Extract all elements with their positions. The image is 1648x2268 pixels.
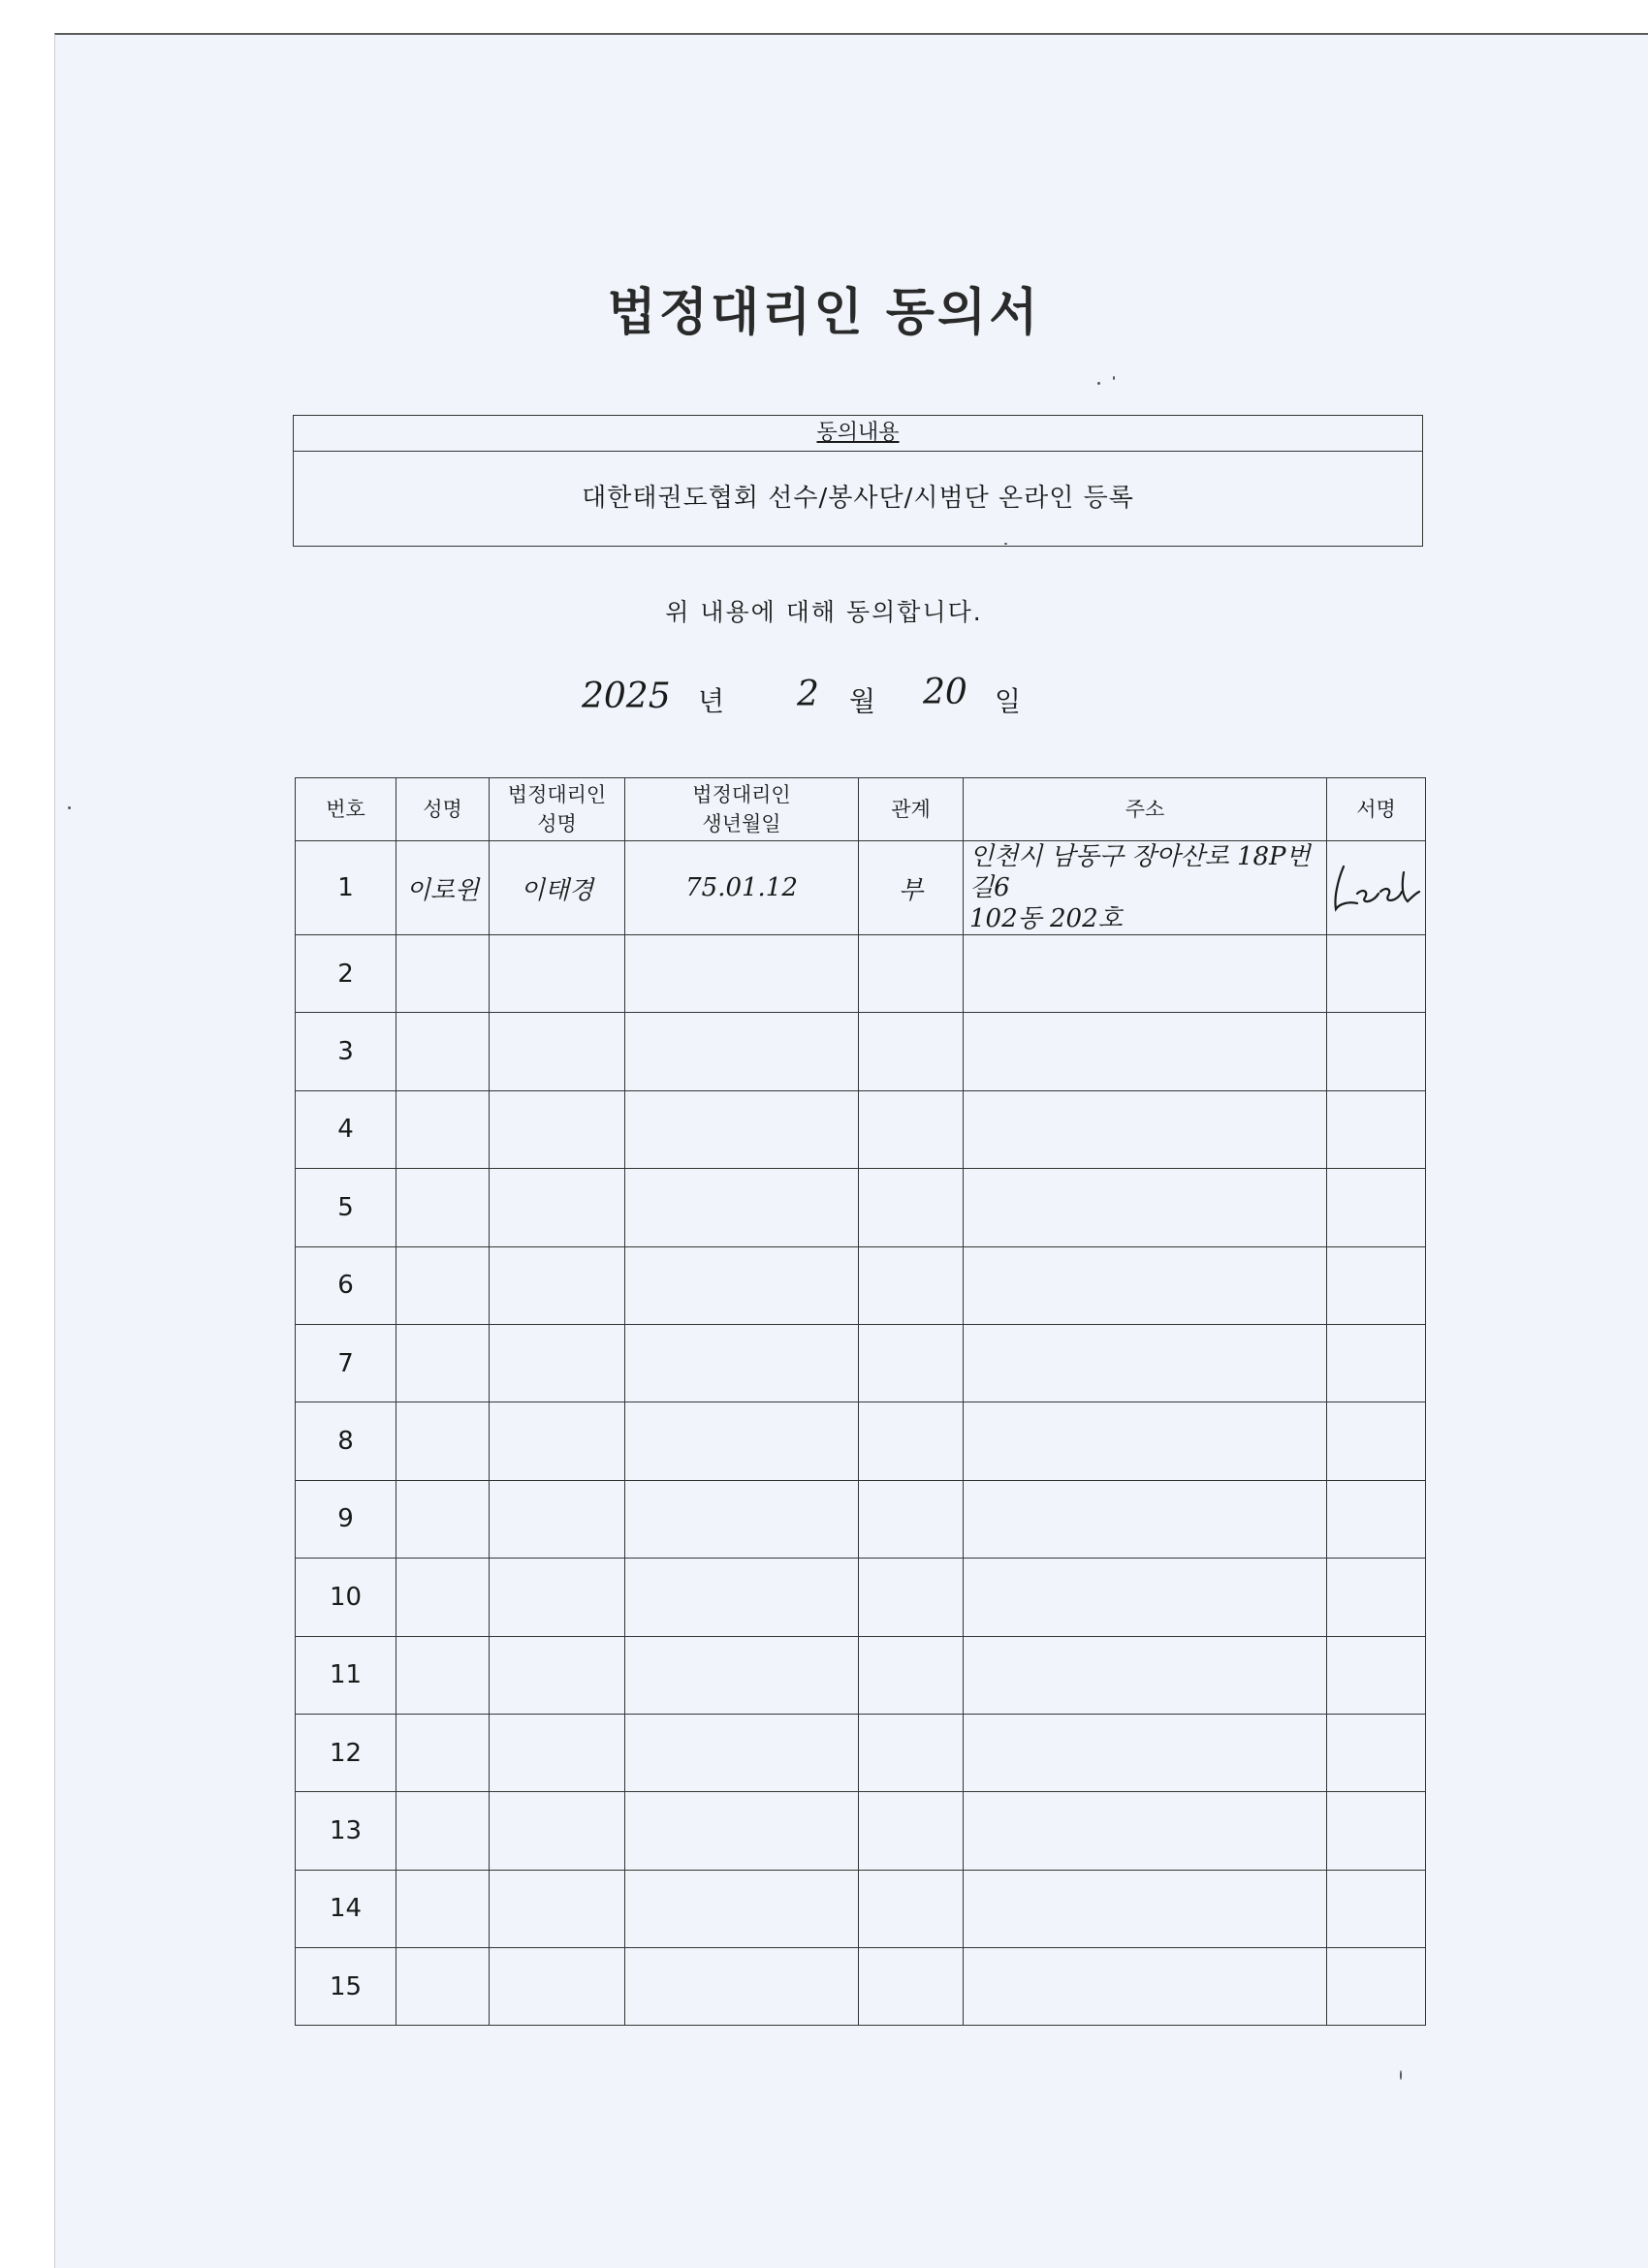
header-guardian-birth-line2: 생년월일 xyxy=(702,812,781,835)
table-row xyxy=(296,1480,1426,1558)
date-day-label: 일 xyxy=(995,685,1022,717)
row-address xyxy=(964,841,1327,935)
row-no: 15 xyxy=(296,1948,396,2026)
table-header-row xyxy=(296,778,1426,841)
scan-speck xyxy=(1400,2070,1402,2080)
row-address-line2: 102동 202호 xyxy=(969,904,1123,933)
row-address-line1: 인천시 남동구 장아산로 18P번길6 xyxy=(969,842,1311,902)
row-no: 11 xyxy=(296,1636,396,1714)
scan-speck xyxy=(1097,382,1100,385)
scan-speck xyxy=(1004,543,1007,545)
row-no: 9 xyxy=(296,1480,396,1558)
row-no: 3 xyxy=(296,1013,396,1090)
table-row xyxy=(296,841,1426,935)
date-month-label: 월 xyxy=(849,685,876,717)
table-row xyxy=(296,1948,1426,2026)
header-guardian-name xyxy=(490,778,625,841)
table-row xyxy=(296,1559,1426,1636)
table-row xyxy=(296,1792,1426,1870)
consent-header xyxy=(294,416,1422,452)
header-name: 성명 xyxy=(396,778,490,841)
row-no: 7 xyxy=(296,1324,396,1402)
row-no: 5 xyxy=(296,1169,396,1246)
date-year-label: 년 xyxy=(698,685,725,717)
header-guardian-name-line2: 성명 xyxy=(537,812,577,835)
row-no: 8 xyxy=(296,1402,396,1480)
row-no: 6 xyxy=(296,1246,396,1324)
table-row xyxy=(296,1013,1426,1090)
consent-content: 대한태권도협회 선수/봉사단/시범단 온라인 등록 xyxy=(582,484,1134,513)
header-guardian-birth xyxy=(625,778,859,841)
table-row xyxy=(296,1870,1426,1947)
row-no: 13 xyxy=(296,1792,396,1870)
table-row xyxy=(296,1402,1426,1480)
row-no: 14 xyxy=(296,1870,396,1947)
scan-speck xyxy=(68,806,71,809)
table-row xyxy=(296,1169,1426,1246)
row-name: 이로윈 xyxy=(396,841,490,935)
signature-image xyxy=(1330,859,1423,917)
header-guardian-name-line1: 법정대리인 xyxy=(507,783,607,806)
document-title: 법정대리인 동의서 xyxy=(607,284,1041,342)
agreement-text: 위 내용에 대해 동의합니다. xyxy=(665,598,983,626)
consent-box xyxy=(293,415,1423,547)
row-signature xyxy=(1327,841,1426,935)
table-row xyxy=(296,1246,1426,1324)
date-line xyxy=(0,673,1648,731)
table-row xyxy=(296,1714,1426,1791)
date-day: 20 xyxy=(923,673,967,712)
header-address: 주소 xyxy=(964,778,1327,841)
row-guardian-name: 이태경 xyxy=(490,841,625,935)
scan-speck xyxy=(1113,376,1115,380)
table-row xyxy=(296,935,1426,1013)
table-row xyxy=(296,1090,1426,1168)
table-row xyxy=(296,1324,1426,1402)
row-relation: 부 xyxy=(859,841,964,935)
header-no: 번호 xyxy=(296,778,396,841)
date-year: 2025 xyxy=(582,677,671,716)
date-month: 2 xyxy=(797,675,819,714)
registration-table xyxy=(295,777,1426,2026)
table-row xyxy=(296,1636,1426,1714)
header-signature: 서명 xyxy=(1327,778,1426,841)
row-guardian-birth: 75.01.12 xyxy=(625,841,859,935)
header-guardian-birth-line1: 법정대리인 xyxy=(692,783,791,806)
row-no: 2 xyxy=(296,935,396,1013)
row-no: 12 xyxy=(296,1714,396,1791)
consent-header-label: 동의내용 xyxy=(816,421,900,445)
row-no: 1 xyxy=(296,841,396,935)
row-no: 4 xyxy=(296,1090,396,1168)
header-relation: 관계 xyxy=(859,778,964,841)
row-no: 10 xyxy=(296,1559,396,1636)
